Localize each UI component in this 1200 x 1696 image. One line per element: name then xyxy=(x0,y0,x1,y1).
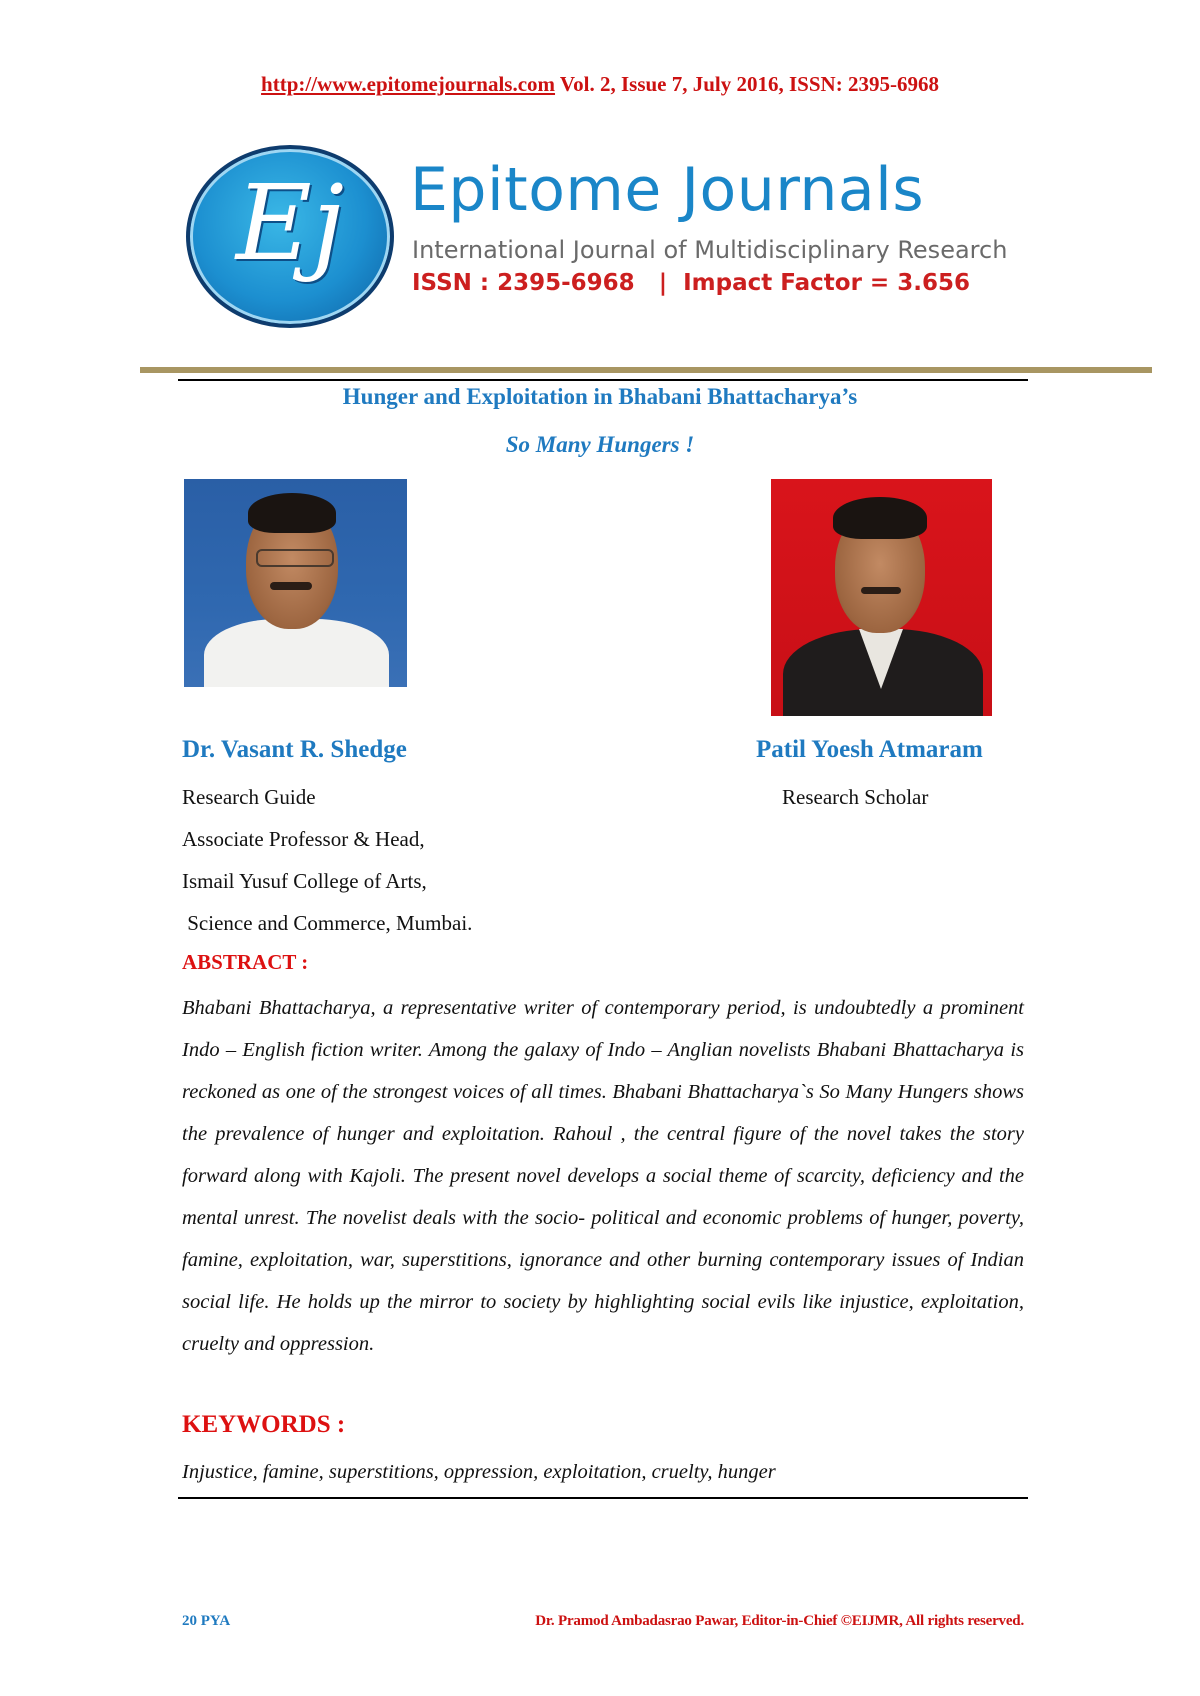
logo-issn-impact: ISSN : 2395-6968 | Impact Factor = 3.656 xyxy=(412,270,970,296)
photo-2-moustache xyxy=(861,587,901,594)
logo-subtitle: International Journal of Multidisciplinary Research xyxy=(412,236,1008,264)
journal-url-link[interactable]: http://www.epitomejournals.com xyxy=(261,72,556,96)
author-1-photo xyxy=(184,479,407,687)
author-2-affiliation-1: Research Scholar xyxy=(782,785,929,809)
footer-copyright: Dr. Pramod Ambadasrao Pawar, Editor-in-Chief ©EIJMR, All rights reserved. xyxy=(535,1613,1024,1629)
article-title: Hunger and Exploitation in Bhabani Bhattacharya’s xyxy=(342,384,858,409)
logo-monogram: Ej xyxy=(235,162,345,284)
article-title-book: So Many Hungers ! xyxy=(505,432,695,457)
abstract-text: Bhabani Bhattacharya, a representative writer of contemporary period, is undoubtedly a prominent Indo – English fiction writer. Among the galaxy of Indo – Anglian novelists Bhabani Bhattacharya is reckoned as one of the strongest voices of all times. Bhabani Bhattacharya`s So Many Hungers shows the prevalence of hunger and exploitation. Rahoul , the central figure of the novel takes the story forward along with Kajoli. The present novel develops a social theme of scarcity, deficiency and the mental unrest. The novelist deals with the socio- political and economic problems of hunger, poverty, famine, exploitation, war, superstitions, ignorance and other burning contemporary issues of Indian social life. He holds up the mirror to society by highlighting social evils like injustice, exploitation, cruelty and oppression. xyxy=(182,997,1024,1355)
author-1-affiliation-4: Science and Commerce, Mumbai. xyxy=(182,911,473,935)
author-1-affiliation-1: Research Guide xyxy=(182,785,316,809)
photo-1-hair xyxy=(248,493,336,533)
abstract-heading: ABSTRACT : xyxy=(182,950,309,974)
footer-page-number: 20 PYA xyxy=(182,1613,231,1629)
author-1-affiliation-3: Ismail Yusuf College of Arts, xyxy=(182,869,427,893)
author-1-affiliation-2: Associate Professor & Head, xyxy=(182,827,425,851)
author-2-photo xyxy=(771,479,992,716)
keywords-heading: KEYWORDS : xyxy=(182,1411,346,1438)
photo-1-glasses xyxy=(256,549,334,567)
journal-logo-emblem xyxy=(186,145,394,328)
photo-1-moustache xyxy=(270,582,312,590)
journal-issue-info: Vol. 2, Issue 7, July 2016, ISSN: 2395-6968 xyxy=(555,72,939,96)
journal-header xyxy=(0,72,1200,97)
top-divider xyxy=(178,379,1028,381)
logo-title: Epitome Journals xyxy=(410,155,925,225)
gold-divider xyxy=(140,367,1152,373)
bottom-divider xyxy=(178,1497,1028,1499)
keywords-text: Injustice, famine, superstitions, oppression, exploitation, cruelty, hunger xyxy=(182,1461,776,1483)
author-1-name: Dr. Vasant R. Shedge xyxy=(182,736,407,763)
author-2-name: Patil Yoesh Atmaram xyxy=(756,736,983,763)
photo-1-shirt xyxy=(204,619,389,687)
photo-2-hair xyxy=(833,497,927,539)
